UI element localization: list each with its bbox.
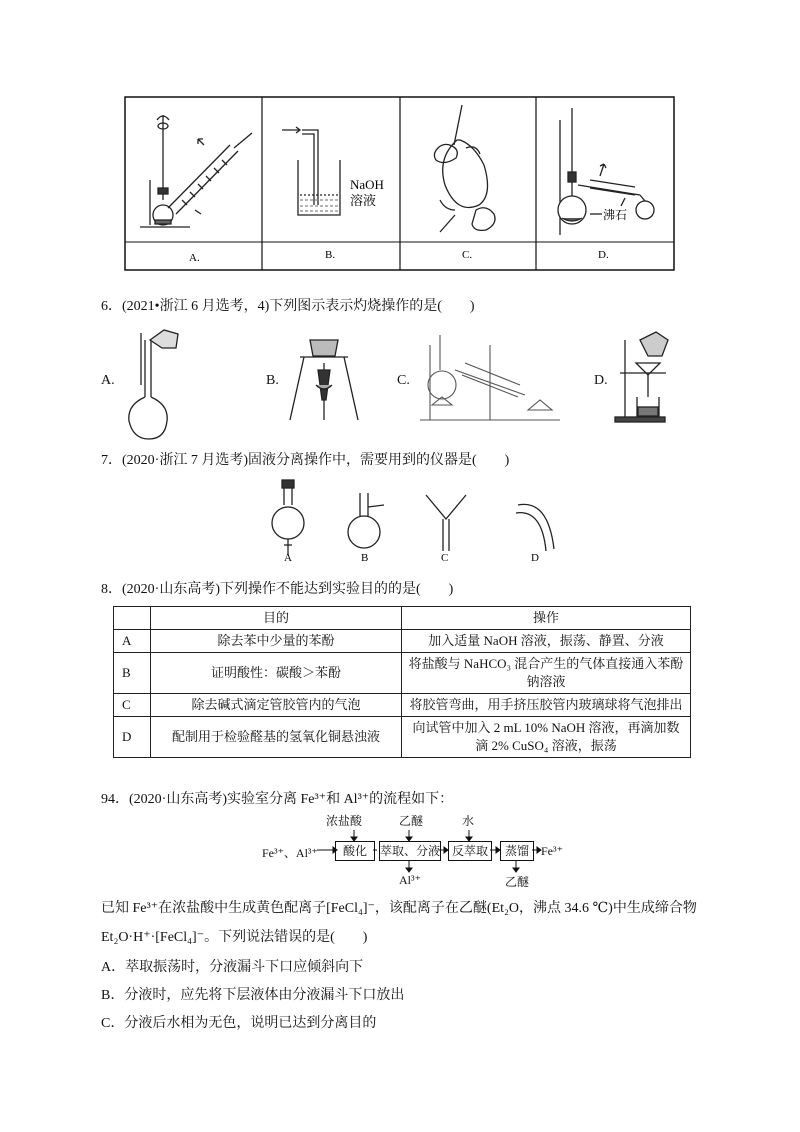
solution-label: 溶液 <box>350 193 377 208</box>
row-label: D <box>114 717 151 758</box>
panel-label-b: B. <box>325 249 336 261</box>
flow-step-distillation: 蒸馏 <box>500 841 534 861</box>
q7-option-b-label: B <box>361 552 369 564</box>
q94-option-b: B．分液时，应先将下层液体由分液漏斗下口放出 <box>101 988 405 1003</box>
table-header-cell <box>114 607 151 630</box>
panel-label-d: D. <box>598 249 609 261</box>
q6-a-volumetric-flask-icon <box>129 330 178 439</box>
apparatus-figure-panel <box>0 0 800 280</box>
q7-figures <box>0 475 800 565</box>
q7-option-d-label: D <box>531 552 539 564</box>
flow-step-acidify: 酸化 <box>335 841 375 861</box>
q6-c-distillation-icon <box>420 335 560 420</box>
flow-product: Fe³⁺ <box>541 844 563 858</box>
q8-table <box>113 606 691 758</box>
question-7-text: 7．(2020·浙江 7 月选考)固液分离操作中，需要用到的仪器是( ) <box>101 453 510 468</box>
apparatus-c-separatory-funnel-icon <box>434 105 495 232</box>
q94-paragraph-1: 已知 Fe³⁺在浓盐酸中生成黄色配离子[FeCl₄]⁻，该配离子在乙醚(Et₂O，沸点 34.6 ℃)中生成缔合物 <box>101 901 697 916</box>
flow-step-extraction: 萃取、分液 <box>379 841 441 861</box>
reagent-concentrated-hcl: 浓盐酸 <box>326 814 363 828</box>
table-row <box>114 630 691 653</box>
apparatus-a-reflux-icon <box>140 115 252 227</box>
flow-input: Fe³⁺、Al³⁺ <box>262 846 318 860</box>
q7-d-glass-tube-icon <box>516 504 554 551</box>
q6-option-a-label: A. <box>101 373 115 388</box>
q94-option-c: C．分液后水相为无色，说明已达到分离目的 <box>101 1016 377 1031</box>
question-8-text: 8．(2020·山东高考)下列操作不能达到实验目的的是( ) <box>101 582 454 597</box>
panel-label-a: A. <box>189 252 200 264</box>
q6-option-b-label: B. <box>266 373 279 388</box>
table-row <box>114 694 691 717</box>
q6-option-d-label: D. <box>594 373 608 388</box>
row-operation: 向试管中加入 2 mL 10% NaOH 溶液，再滴加数滴 2% CuSO₄ 溶液，振荡 <box>402 717 691 758</box>
q6-figures <box>0 325 800 445</box>
q7-option-c-label: C <box>441 552 449 564</box>
row-purpose: 配制用于检验醛基的氢氧化铜悬浊液 <box>151 717 402 758</box>
table-row <box>114 717 691 758</box>
table-header-cell: 操作 <box>402 607 691 630</box>
q94-paragraph-2: Et₂O·H⁺·[FeCl₄]⁻。下列说法错误的是( ) <box>101 930 368 945</box>
flow-output-ether: 乙醚 <box>505 875 530 889</box>
row-purpose: 除去苯中少量的苯酚 <box>151 630 402 653</box>
row-operation: 加入适量 NaOH 溶液，振荡、静置、分液 <box>402 630 691 653</box>
q7-option-a-label: A <box>284 552 292 564</box>
q94-option-a: A．萃取振荡时，分液漏斗下口应倾斜向下 <box>101 960 364 975</box>
row-operation: 将胶管弯曲，用手挤压胶管内玻璃球将气泡排出 <box>402 694 691 717</box>
table-header-cell: 目的 <box>151 607 402 630</box>
boiling-chip-label: 沸石 <box>603 208 628 222</box>
q7-c-funnel-icon <box>426 495 466 551</box>
question-94-text: 94．(2020·山东高考)实验室分离 Fe³⁺和 Al³⁺的流程如下： <box>101 792 454 807</box>
q6-option-c-label: C. <box>397 373 410 388</box>
flow-arrows <box>0 818 800 898</box>
q7-a-separatory-funnel-icon <box>272 480 304 555</box>
q7-b-distillation-flask-icon <box>348 493 384 548</box>
row-label: C <box>114 694 151 717</box>
table-row <box>114 653 691 694</box>
row-label: A <box>114 630 151 653</box>
q6-d-filtration-icon <box>615 332 668 422</box>
row-operation: 将盐酸与 NaHCO₃ 混合产生的气体直接通入苯酚钠溶液 <box>402 653 691 694</box>
flow-step-back-extraction: 反萃取 <box>448 841 492 861</box>
reagent-water: 水 <box>462 814 475 828</box>
panel-label-c: C. <box>462 249 473 261</box>
flow-output-aluminum: Al³⁺ <box>399 873 421 887</box>
apparatus-b-gas-absorption-icon <box>282 127 340 215</box>
row-label: B <box>114 653 151 694</box>
row-purpose: 除去碱式滴定管胶管内的气泡 <box>151 694 402 717</box>
reagent-ether: 乙醚 <box>399 814 424 828</box>
table-header-row <box>114 607 691 630</box>
question-6-text: 6．(2021•浙江 6 月选考，4)下列图示表示灼烧操作的是( ) <box>101 299 475 314</box>
row-purpose: 证明酸性：碳酸＞苯酚 <box>151 653 402 694</box>
q6-b-crucible-burner-icon <box>290 340 358 420</box>
naoh-label: NaOH <box>350 177 384 192</box>
